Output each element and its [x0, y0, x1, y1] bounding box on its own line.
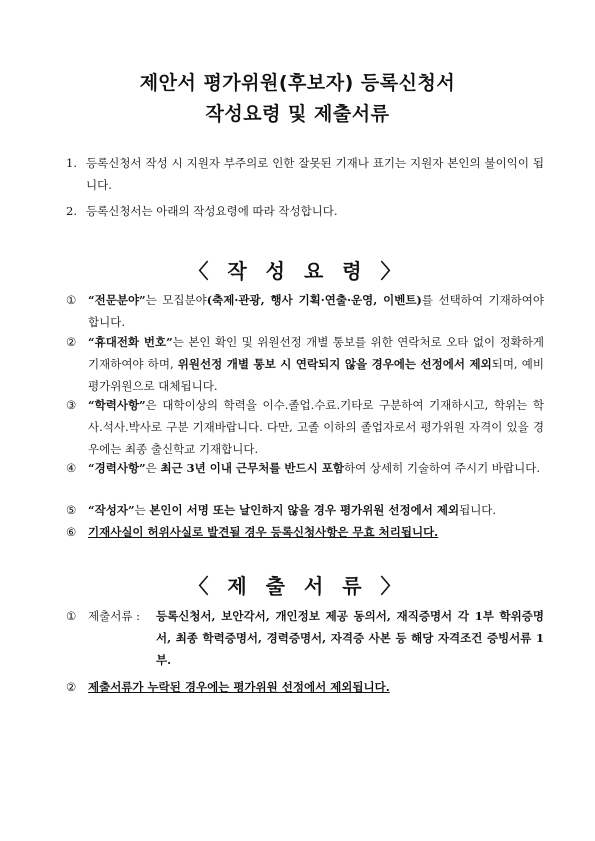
- item-marker: ②: [66, 335, 77, 349]
- guide-keyword: “휴대전화 번호”: [88, 335, 173, 349]
- guide-text: 는: [134, 503, 150, 517]
- document-title: 제안서 평가위원(후보자) 등록신청서: [139, 72, 456, 94]
- documents-item-2: [66, 676, 544, 698]
- section-title-documents: 〈 제 출 서 류 〉: [188, 574, 407, 598]
- item-marker: ①: [66, 609, 77, 623]
- intro-text: 등록신청서 작성 시 지원자 부주의로 인한 잘못된 기재나 표기는 지원자 본인의 불이익이 됩니다.: [86, 156, 544, 192]
- intro-item-2: [66, 200, 544, 222]
- guide-emphasis: 본인이 서명 또는 날인하지 않을 경우 평가위원 선정에서 제외: [149, 503, 460, 517]
- item-marker: ③: [66, 398, 77, 412]
- guide-item-1: [66, 289, 544, 333]
- item-marker: ②: [66, 680, 77, 694]
- guide-emphasis: (축제·관광, 행사 기획·연출·운영, 이벤트): [206, 293, 422, 307]
- guide-warning: 기재사실이 허위사실로 발견될 경우 등록신청사항은 무효 처리됩니다.: [88, 525, 439, 539]
- document-subtitle: 작성요령 및 제출서류: [205, 103, 390, 125]
- item-marker: ⑥: [66, 525, 77, 539]
- section-title-writing-guide: 〈 작 성 요 령 〉: [188, 259, 407, 283]
- item-marker: ④: [66, 461, 77, 475]
- guide-text: 하여 상세히 기술하여 주시기 바랍니다.: [343, 461, 541, 475]
- intro-number: 2.: [66, 204, 77, 218]
- guide-text: 되며, 예비평가위원으로 대체됩니다.: [88, 357, 544, 393]
- documents-label: 제출서류 :: [88, 609, 140, 623]
- guide-item-3: [66, 394, 544, 460]
- guide-text: 는 모집분야: [145, 293, 207, 307]
- guide-keyword: “학력사항”: [88, 398, 146, 412]
- guide-item-2: [66, 331, 544, 397]
- documents-item-1: [66, 605, 544, 671]
- intro-number: 1.: [66, 156, 77, 170]
- item-marker: ①: [66, 293, 77, 307]
- guide-text: 됩니다.: [459, 503, 497, 517]
- guide-emphasis: 위원선정 개별 통보 시 연락되지 않을 경우에는 선정에서 제외: [177, 357, 492, 371]
- documents-warning: 제출서류가 누락된 경우에는 평가위원 선정에서 제외됩니다.: [88, 680, 390, 694]
- intro-item-1: [66, 152, 544, 196]
- documents-list: 등록신청서, 보안각서, 개인정보 제공 동의서, 재직증명서 각 1부 학위증명서, 최종 학력증명서, 경력증명서, 자격증 사본 등 해당 자격조건 증빙서류 1부.: [156, 609, 544, 667]
- guide-keyword: “전문분야”: [88, 293, 146, 307]
- guide-item-4: [66, 457, 544, 479]
- guide-keyword: “경력사항”: [88, 461, 146, 475]
- guide-keyword: “작성자”: [88, 503, 135, 517]
- guide-text: 를 선택하여 기재하여야 합니다.: [88, 293, 544, 329]
- guide-item-6: [66, 521, 544, 543]
- guide-item-5: [66, 499, 544, 521]
- guide-emphasis: 최근 3년 이내 근무처를 반드시 포함: [160, 461, 344, 475]
- guide-text: 는 본인 확인 및 위원선정 개별 통보를 위한 연락처로 오타 없이 정확하게 기재하여야 하며,: [88, 335, 544, 371]
- guide-text: 은 대학이상의 학력을 이수.졸업.수료.기타로 구분하여 기재하시고, 학위는 학사.석사.박사로 구분 기재바랍니다. 다만, 고졸 이하의 졸업자로서 평가위원 자격이 있을 경우에는 최종 출신학교 기재합니다.: [88, 398, 544, 456]
- guide-text: 은: [145, 461, 161, 475]
- intro-text: 등록신청서는 아래의 작성요령에 따라 작성합니다.: [86, 204, 338, 218]
- item-marker: ⑤: [66, 503, 77, 517]
